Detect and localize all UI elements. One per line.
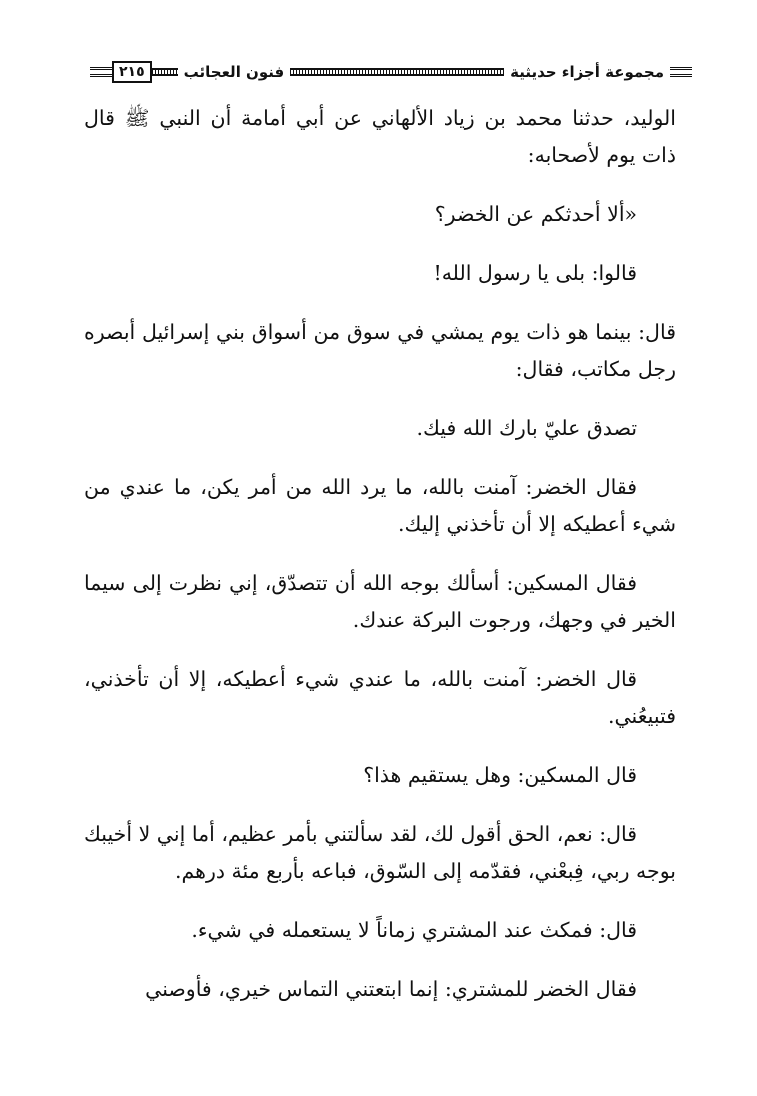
header-rule (290, 68, 504, 76)
page-number: ٢١٥ (112, 61, 152, 83)
running-header (90, 52, 692, 92)
paragraph: تصدق عليّ بارك الله فيك. (416, 416, 638, 440)
paragraph: قال: فمكث عند المشتري زماناً لا يستعمله في شيء. (191, 918, 638, 942)
page-body (84, 100, 676, 1030)
paragraph: قال المسكين: وهل يستقيم هذا؟ (363, 763, 638, 787)
paragraph: «ألا أحدثكم عن الخضر؟ (434, 202, 638, 226)
header-ornament-left (90, 67, 112, 77)
header-ornament-right (670, 67, 692, 77)
paragraph: قال: نعم، الحق أقول لك، لقد سألتني بأمر عظيم، أما إني لا أخيبك بوجه ربي، فِبعْني، فقدّمه إلى السّوق، فباعه بأربع مئة درهم. (84, 822, 676, 883)
paragraph: الوليد، حدثنا محمد بن زياد الألهاني عن أبي أمامة أن النبي ﷺ قال ذات يوم لأصحابه: (84, 106, 676, 167)
paragraph: قال: بينما هو ذات يوم يمشي في سوق من أسواق بني إسرائيل أبصره رجل مكاتب، فقال: (84, 320, 676, 381)
header-series-title: مجموعة أجزاء حديثية (510, 63, 664, 81)
paragraph: قال الخضر: آمنت بالله، ما عندي شيء أعطيكه، إلا أن تأخذني، فتبيعُني. (84, 667, 676, 728)
paragraph: فقال الخضر: آمنت بالله، ما يرد الله من أمر يكن، ما عندي من شيء أعطيكه إلا أن تأخذني إليك. (84, 475, 676, 536)
header-book-title: فنون العجائب (183, 63, 285, 81)
paragraph: فقال المسكين: أسألك بوجه الله أن تتصدّق، إني نظرت إلى سيما الخير في وجهك، ورجوت البركة عندك. (84, 571, 676, 632)
paragraph: فقال الخضر للمشتري: إنما ابتعتني التماس خيري، فأوصني (145, 977, 638, 1001)
header-rule-short (152, 68, 178, 76)
paragraph: قالوا: بلى يا رسول الله! (433, 261, 638, 285)
